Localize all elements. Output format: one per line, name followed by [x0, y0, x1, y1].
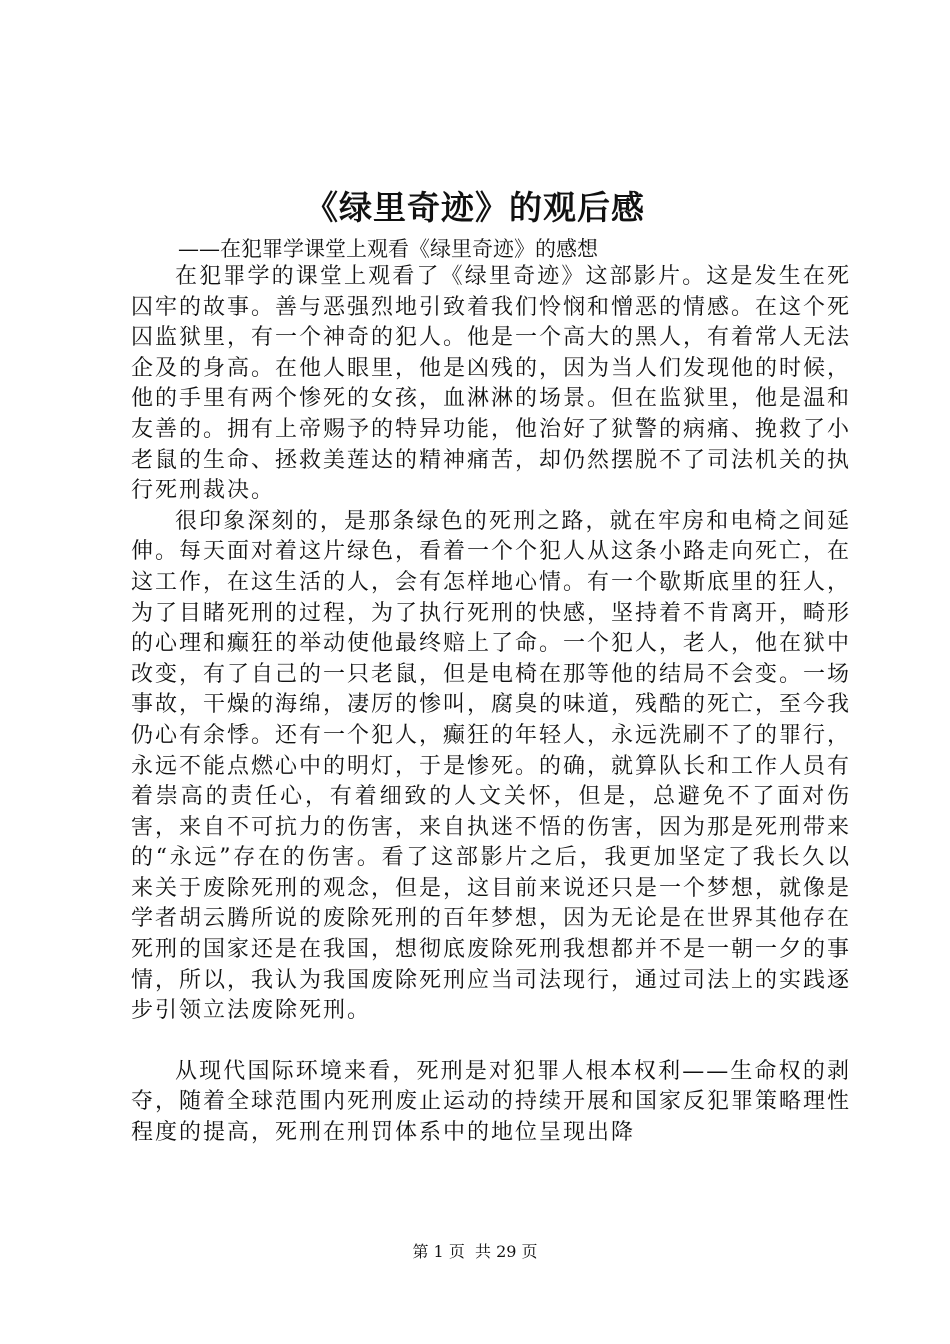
paragraph-1: 在犯罪学的课堂上观看了《绿里奇迹》这部影片。这是发生在死囚牢的故事。善与恶强烈地引致着我们怜悯和憎恶的情感。在这个死囚监狱里，有一个神奇的犯人。他是一个高大的黑人，有着常人无法企及的身高。在他人眼里，他是凶残的，因为当人们发现他的时候，他的手里有两个惨死的女孩，血淋淋的场景。但在监狱里，他是温和友善的。拥有上帝赐予的特异功能，他治好了狱警的病痛、挽救了小老鼠的生命、拯救美莲达的精神痛苦，却仍然摆脱不了司法机关的执行死刑裁决。: [131, 264, 852, 504]
paragraph-gap: [131, 1027, 851, 1057]
document-subtitle: ——在犯罪学课堂上观看《绿里奇迹》的感想: [178, 237, 598, 261]
page-number: 第 1 页 共 29 页: [412, 1242, 538, 1261]
paragraph-2: 很印象深刻的，是那条绿色的死刑之路，就在牢房和电椅之间延伸。每天面对着这片绿色，看着一个个犯人从这条小路走向死亡，在这工作，在这生活的人，会有怎样地心情。有一个歇斯底里的狂人，为了目睹死刑的过程，为了执行死刑的快感，坚持着不肯离开，畸形的心理和癫狂的举动使他最终赔上了命。一个犯人，老人，他在狱中改变，有了自己的一只老鼠，但是电椅在那等他的结局不会变。一场事故，干燥的海绵，凄厉的惨叫，腐臭的味道，残酷的死亡，至今我仍心有余悸。还有一个犯人，癫狂的年轻人，永远洗刷不了的罪行，永远不能点燃心中的明灯，于是惨死。的确，就算队长和工作人员有着崇高的责任心，有着细致的人文关怀，但是，总避免不了面对伤害，来自不可抗力的伤害，来自执迷不悟的伤害，因为那是死刑带来的“永远”存在的伤害。看了这部影片之后，我更加坚定了我长久以来关于废除死刑的观念，但是，这目前来说还只是一个梦想，就像是学者胡云腾所说的废除死刑的百年梦想，因为无论是在世界其他存在死刑的国家还是在我国，想彻底废除死刑我想都并不是一朝一夕的事情，所以，我认为我国废除死刑应当司法现行，通过司法上的实践逐步引领立法废除死刑。: [131, 508, 852, 1024]
paragraph-3: 从现代国际环境来看，死刑是对犯罪人根本权利——生命权的剥夺，随着全球范围内死刑废止运动的持续开展和国家反犯罪策略理性程度的提高，死刑在刑罚体系中的地位呈现出降: [131, 1058, 852, 1146]
document-title: 《绿里奇迹》的观后感: [305, 188, 645, 227]
document-body: [131, 262, 851, 1149]
